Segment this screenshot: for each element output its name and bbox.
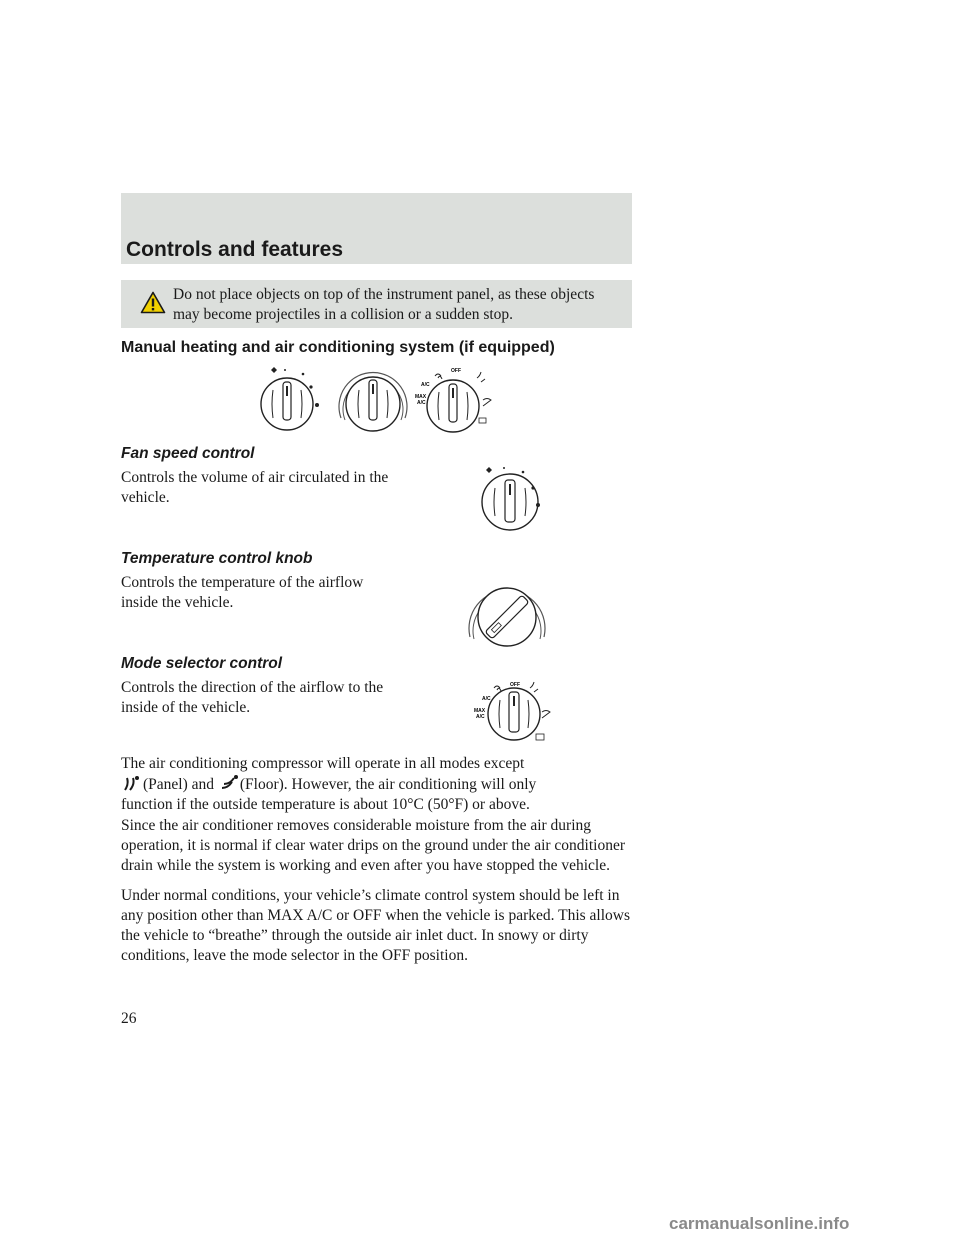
svg-text:A/C: A/C xyxy=(421,382,430,388)
moisture-paragraph: Since the air conditioner removes considerable moisture from the air during operation, it is normal if clear water drips on the ground under the air conditioner drain while the system is working and even after you have stopped the vehicle. xyxy=(121,817,626,874)
page-title: Controls and features xyxy=(126,238,344,261)
section-heading: Manual heating and air conditioning system (if equipped) xyxy=(121,339,555,356)
mode-text: Controls the direction of the airflow to the inside of the vehicle. xyxy=(121,679,384,716)
page-number: 26 xyxy=(121,1010,137,1027)
fan-speed-heading: Fan speed control xyxy=(121,445,255,462)
fan-speed-text: Controls the volume of air circulated in the vehicle. xyxy=(121,469,389,506)
svg-text:MAX: MAX xyxy=(415,394,427,400)
svg-text:OFF: OFF xyxy=(510,682,520,688)
svg-text:A/C: A/C xyxy=(482,696,491,702)
mode-knob-icon xyxy=(415,368,491,432)
floor-label: (Floor). However, the air conditioning will only xyxy=(239,776,537,793)
temperature-knob-icon xyxy=(339,373,407,431)
warning-text: Do not place objects on top of the instrument panel, as these objects may become projectiles in a collision or a sudden stop. xyxy=(173,286,595,323)
svg-text:MAX: MAX xyxy=(474,708,486,714)
floor-vent-icon xyxy=(218,774,240,792)
temperature-text: Controls the temperature of the airflow inside the vehicle. xyxy=(121,574,364,611)
watermark: carmanualsonline.info xyxy=(669,1214,850,1233)
temperature-heading: Temperature control knob xyxy=(121,550,313,567)
svg-text:A/C: A/C xyxy=(417,400,426,406)
normal-conditions-paragraph: Under normal conditions, your vehicle’s climate control system should be left in any position other than MAX A/C or OFF when the vehicle is parked. This allows the vehicle to “breathe” through the outside air inlet duct. In snowy or dirty conditions, leave the mode selector in the OFF position. xyxy=(121,887,631,964)
fan-speed-knob-icon xyxy=(470,460,550,540)
fan-knob-icon xyxy=(261,367,319,430)
temperature-knob-detail-icon xyxy=(462,575,552,647)
climate-controls-illustration xyxy=(255,360,505,440)
compressor-line1: The air conditioning compressor will operate in all modes except xyxy=(121,755,525,772)
warning-triangle-icon xyxy=(140,291,166,314)
svg-text:A/C: A/C xyxy=(476,714,485,720)
compressor-paragraph xyxy=(121,754,636,815)
mode-heading: Mode selector control xyxy=(121,655,283,672)
svg-text:OFF: OFF xyxy=(451,368,461,374)
mode-selector-knob-icon xyxy=(470,676,562,744)
panel-vent-icon xyxy=(121,774,143,792)
compressor-rest: function if the outside temperature is about 10°C (50°F) or above. xyxy=(121,796,530,813)
panel-label: (Panel) and xyxy=(143,776,215,793)
